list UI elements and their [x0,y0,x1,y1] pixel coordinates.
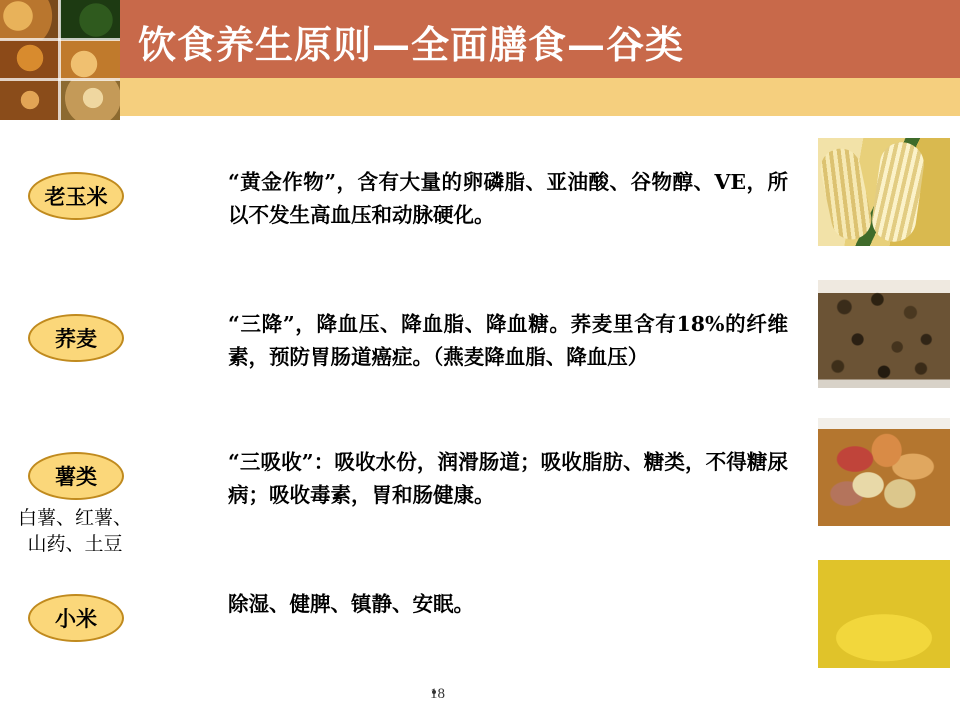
collage-grid-line [0,78,120,81]
grain-badge-buckwheat: 荞麦 [28,314,124,362]
collage-cell [60,80,120,120]
collage-grid-line [0,38,120,41]
slide-content [0,120,960,680]
grain-badge-tubers-subtitle: 白薯、红薯、山药、土豆 [17,507,132,555]
page-number: 18 [430,686,445,702]
food-collage-photo [0,0,120,120]
page-title: 饮食养生原则—全面膳食—谷类 [138,22,685,67]
collage-cell [0,80,60,120]
millet-photo [818,560,950,668]
content-row [0,280,960,410]
title-bar [120,0,960,78]
collage-cell [60,0,120,40]
slide-header [0,0,960,120]
title-accent-band [120,78,960,120]
content-row [0,560,960,690]
grain-description-corn: “黄金作物”，含有大量的卵磷脂、亚油酸、谷物醇、VE，所以不发生高血压和动脉硬化。 [228,170,788,227]
buckwheat-photo [818,280,950,388]
grain-badge-millet: 小米 [28,594,124,642]
content-row [0,418,960,558]
collage-grid-line [58,0,61,120]
grain-description-buckwheat: “三降”，降血压、降血脂、降血糖。荞麦里含有18%的纤维素，预防胃肠道癌症。（燕麦降血脂、降血压） [228,312,788,369]
potatoes-photo [818,418,950,526]
collage-cell [0,0,60,40]
grain-description-millet: 除湿、健脾、镇静、安眠。 [228,592,474,616]
corn-photo [818,138,950,246]
collage-cell [0,40,60,80]
grain-description-tubers: “三吸收”：吸收水份，润滑肠道；吸收脂肪、糖类，不得糖尿病；吸收毒素，胃和肠健康。 [228,450,788,507]
collage-cell [60,40,120,80]
grain-badge-tubers: 薯类 [28,452,124,500]
slide-footer [0,680,960,720]
content-row [0,138,960,268]
grain-badge-corn: 老玉米 [28,172,124,220]
